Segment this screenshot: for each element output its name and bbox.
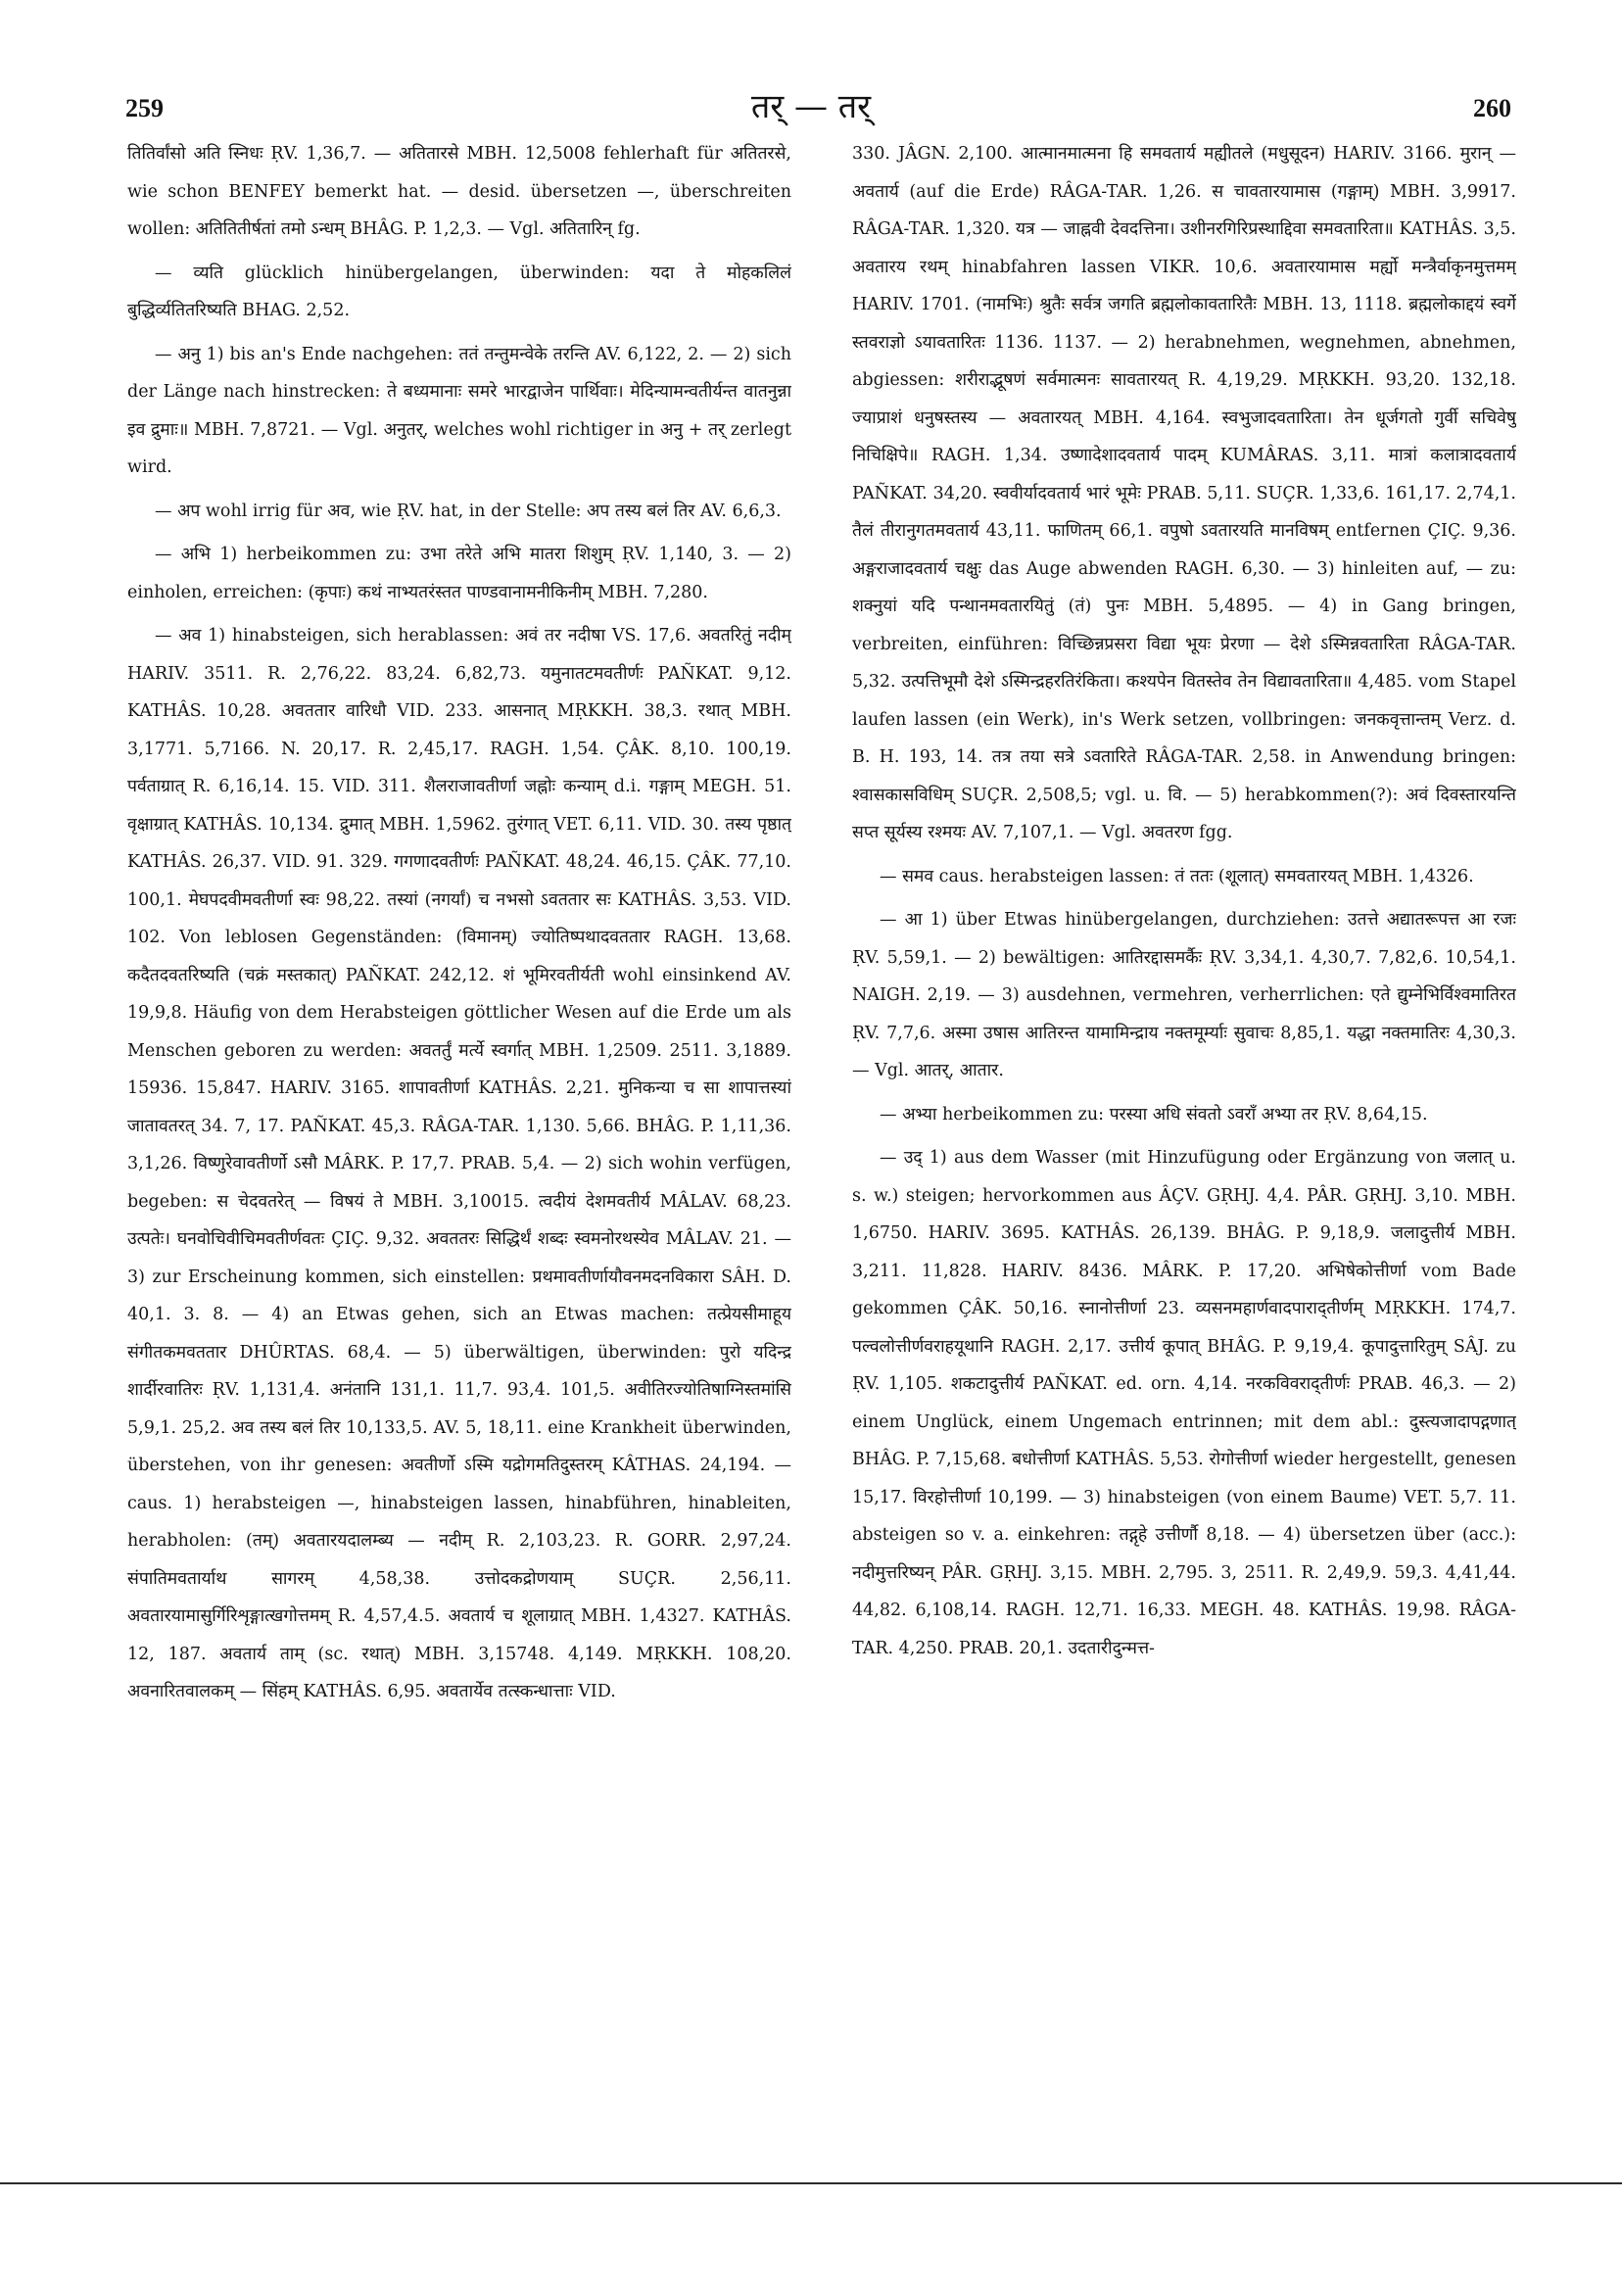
left-paragraph: तितिर्वांसो अति स्निधः ṚV. 1,36,7. — अतितारसे MBH. 12,5008 fehlerhaft für अतितरसे, wie schon BENFEY bemerkt hat. — desid. übersetzen —, überschreiten wollen: अतितितीर्षतां तमो ऽन्धम् BHÂG. P. 1,2,3. — Vgl. अतितारिन् fg. (127, 144, 791, 239)
left-paragraph: — व्यति glücklich hinübergelangen, überwinden: यदा ते मोहकलिलं बुद्धिर्व्यतितरिष्यति BHAG. 2,52. (127, 263, 791, 320)
left-paragraph: — अनु 1) bis an's Ende nachgehen: ततं तन्तुमन्वेके तरन्ति AV. 6,122, 2. — 2) sich der Länge nach hinstrecken: ते बध्यमानाः समरे भारद्वाजेन पार्थिवाः। मेदिन्यामन्वतीर्यन्त वातनुन्ना इव द्रुमाः॥ MBH. 7,8721. — Vgl. अनुतर्, welches wohl richtiger in अनु + तर् zerlegt wird. (127, 344, 791, 477)
page-number-left: 259 (125, 94, 164, 122)
left-paragraph: — अभि 1) herbeikommen zu: उभा तरेते अभि मातरा शिशुम् ṚV. 1,140, 3. — 2) einholen, erreichen: (कृपाः) कथं नाभ्यतरंस्तत पाण्डवानामनीकिनीम् MBH. 7,280. (127, 545, 791, 602)
right-paragraph: — अभ्या herbeikommen zu: परस्या अधि संवतो ऽवराँ अभ्या तर ṚV. 8,64,15. (880, 1104, 1428, 1124)
left-paragraph: — अव 1) hinabsteigen, sich herablassen: अवं तर नदीषा VS. 17,6. अवतरितुं नदीम् HARIV. 3511. R. 2,76,22. 83,24. 6,82,73. यमुनातटमवतीर्णः PAÑKAT. 9,12. KATHÂS. 10,28. अवततार वारिधौ VID. 233. आसनात् MṚKKH. 38,3. रथात् MBH. 3,1771. 5,7166. N. 20,17. R. 2,45,17. RAGH. 1,54. ÇÂK. 8,10. 100,19. पर्वताग्रात् R. 6,16,14. 15. VID. 311. शैलराजावतीर्णा जह्नोः कन्याम् d.i. गङ्गाम् MEGH. 51. वृक्षाग्रात् KATHÂS. 10,134. द्रुमात् MBH. 1,5962. तुरंगात् VET. 6,11. VID. 30. तस्य पृष्ठात् KATHÂS. 26,37. VID. 91. 329. गगणादवतीर्णः PAÑKAT. 48,24. 46,15. ÇÂK. 77,10. 100,1. मेघपदवीमवतीर्णा स्वः 98,22. तस्यां (नगर्यां) च नभसो ऽवततार सः KATHÂS. 3,53. VID. 102. Von leblosen Gegenständen: (विमानम्) ज्योतिष्पथादवततार RAGH. 13,68. कदैतदवतरिष्यति (चक्रं मस्तकात्) PAÑKAT. 242,12. शं भूमिरवतीर्यती wohl einsinkend AV. 19,9,8. Häufig von dem Herabsteigen göttlicher Wesen auf die Erde um als Menschen geboren zu werden: अवतर्तुं मर्त्ये स्वर्गात् MBH. 1,2509. 2511. 3,1889. 15936. 15,847. HARIV. 3165. शापावतीर्णा KATHÂS. 2,21. मुनिकन्या च सा शापात्तस्यां जातावतरत् 34. 7, 17. PAÑKAT. 45,3. RÂGA-TAR. 1,130. 5,66. BHÂG. P. 1,11,36. 3,1,26. विष्णुरेवावतीर्णो ऽसौ MÂRK. P. 17,7. PRAB. 5,4. — 2) sich wohin verfügen, begeben: स चेदवतरेत् — विषयं ते MBH. 3,10015. त्वदीयं देशमवतीर्य MÂLAV. 68,23. उत्पतेः। घनवोचिवीचिमवतीर्णवतः ÇIÇ. 9,32. अवततरः सिद्धिर्थं शब्दः स्वमनोरथस्येव MÂLAV. 21. — 3) zur Erscheinung kommen, sich einstellen: प्रथमावतीर्णायौवनमदनविकारा SÂH. D. 40,1. 3. 8. — 4) an Etwas gehen, sich an Etwas machen: तत्प्रेयसीमाहूय संगीतकमवततार DHÛRTAS. 68,4. — 5) überwältigen, überwinden: पुरो यदिन्द्र शार्दीरवातिरः ṚV. 1,131,4. अनंतानि 131,1. 11,7. 93,4. 101,5. अवीतिरज्योतिषाग्निस्तमांसि 5,9,1. 25,2. अव तस्य बलं तिर 10,133,5. AV. 5, 18,11. eine Krankheit überwinden, überstehen, von ihr genesen: अवतीर्णो ऽस्मि यद्रोगमतिदुस्तरम् KÂTHAS. 24,194. — caus. 1) herabsteigen —, hinabsteigen lassen, hinabführen, hinableiten, herabholen: (तम्) अवतारयदालम्ब्य — नदीम् R. 2,103,23. R. GORR. 2,97,24. संपातिमवतार्याथ सागरम् 4,58,38. उत्तोदकद्रोणयाम् SUÇR. 2,56,11. अवतारयामासुर्गिरिशृङ्गात्खगोत्तमम् R. 4,57,4.5. अवतार्य च शूलाग्रात् MBH. 1,4327. KATHÂS. 12, 187. अवतार्य ताम् (sc. रथात्) MBH. 3,15748. 4,149. MṚKKH. 108,20. अवनारितवालकम् — सिंहम् KATHÂS. 6,95. अवतार्येव तत्स्कन्धात्ताः VID. (127, 626, 791, 1701)
running-head: तर् — तर् (750, 87, 872, 126)
right-paragraph: — उद् 1) aus dem Wasser (mit Hinzufügung oder Ergänzung von जलात् u. s. w.) steigen; hervorkommen aus ÂÇV. GṚHJ. 4,4. PÂR. GṚHJ. 3,10. MBH. 1,6750. HARIV. 3695. KATHÂS. 26,139. BHÂG. P. 9,18,9. जलादुत्तीर्य MBH. 3,211. 11,828. HARIV. 8436. MÂRK. P. 17,20. अभिषेकोत्तीर्णा vom Bade gekommen ÇÂK. 50,16. स्नानोत्तीर्णा 23. व्यसनमहार्णवादपाराद्तीर्णम् MṚKKH. 174,7. पल्वलोत्तीर्णवराहयूथानि RAGH. 2,17. उत्तीर्य कूपात् BHÂG. P. 9,19,4. कूपादुत्तारितुम् SÂJ. zu ṚV. 1,105. शकटादुत्तीर्य PAÑKAT. ed. orn. 4,14. नरकविवराद्तीर्णः PRAB. 46,3. — 2) einem Unglück, einem Ungemach entrinnen; mit dem abl.: दुस्त्यजादापद्गणात् BHÂG. P. 7,15,68. बधोत्तीर्णा KATHÂS. 5,53. रोगोत्तीर्णा wieder hergestellt, genesen 15,17. विरहोत्तीर्णा 10,199. — 3) hinabsteigen (von einem Baume) VET. 5,7. 11. absteigen so v. a. einkehren: तद्गृहे उत्तीर्णौ 8,18. — 4) übersetzen über (acc.): नदीमुत्तरिष्यन् PÂR. GṚHJ. 3,15. MBH. 2,795. 3, 2511. R. 2,49,9. 59,3. 4,41,44. 44,82. 6,108,14. RAGH. 12,71. 16,33. MEGH. 48. KATHÂS. 19,98. RÂGA-TAR. 4,250. PRAB. 20,1. उदतारीदुन्मत्त- (852, 1148, 1516, 1658)
page-header (0, 0, 1622, 137)
right-paragraph: — समव caus. herabsteigen lassen: तं ततः (शूलात्) समवतारयत् MBH. 1,4326. (880, 866, 1474, 886)
footer-rule (0, 2182, 1622, 2184)
left-column (127, 135, 791, 2099)
right-paragraph: 330. JÂGN. 2,100. आत्मानमात्मना हि समवतार्य मह्यीतले (मधुसूदन) HARIV. 3166. मुरान् — अवतार्य (auf die Erde) RÂGA-TAR. 1,26. स चावतारयामास (गङ्गाम्) MBH. 3,9917. RÂGA-TAR. 1,320. यत्र — जाह्नवी देवदत्तिना। उशीनरगिरिप्रस्थाद्दिवा समवतारिता॥ KATHÂS. 3,5. अवतारय रथम् hinabfahren lassen VIKR. 10,6. अवतारयामास मर्ह्यो मन्त्रैर्वाकृनमुत्तमम् HARIV. 1701. (नामभिः) श्रुतैः सर्वत्र जगति ब्रह्मलोकावतारितैः MBH. 13, 1118. ब्रह्मलोकाद्दयं स्वर्गे स्तवराज्ञो ऽयावतारितः 1136. 1137. — 2) herabnehmen, wegnehmen, abnehmen, abgiessen: शरीराद्भूषणं सर्वमात्मनः सावतारयत् R. 4,19,29. MṚKKH. 93,20. 132,18. ज्याप्राशं धनुषस्तस्य — अवतारयत् MBH. 4,164. स्वभुजादवतारिता। तेन धूर्जगतो गुर्वी सचिवेषु निचिक्षिपे॥ RAGH. 1,34. उष्णादेशादवतार्य पादम् KUMÂRAS. 3,11. मात्रां कलात्रादवतार्य PAÑKAT. 34,20. स्ववीर्यादवतार्य भारं भूमेः PRAB. 5,11. SUÇR. 1,33,6. 161,17. 2,74,1. तैलं तीरानुगतमवतार्य 43,11. फाणितम् 66,1. वपुषो ऽवतारयति मानविषम् entfernen ÇIÇ. 9,36. अङ्गराजादवतार्य चक्षुः das Auge abwenden RAGH. 6,30. — 3) hinleiten auf, — zu: शक्नुयां यदि पन्थानमवतारयितुं (तं) पुनः MBH. 5,4895. — 4) in Gang bringen, verbreiten, einführen: विच्छिन्नप्रसरा विद्या भूयः प्रेरणा — देशे ऽस्मिन्नवतारिता RÂGA-TAR. 5,32. उत्पत्तिभूमौ देशे ऽस्मिन्द्रहरतिरंकिता। कश्यपेन वितस्तेव तेन विद्यावतारिता॥ 4,485. vom Stapel laufen lassen (ein Werk), in's Werk setzen, vollbringen: जनकवृत्तान्तम् Verz. d. B. H. 193, 14. तत्र तया सत्रे ऽवतारिते RÂGA-TAR. 2,58. in Anwendung bringen: श्वासकासविधिम् SUÇR. 2,508,5; vgl. u. वि. — 5) herabkommen(?): अवं दिवस्तारयन्ति सप्त सूर्यस्य रश्मयः AV. 7,107,1. — Vgl. अवतरण fgg. (852, 144, 1516, 842)
page-number-right: 260 (1473, 94, 1511, 122)
left-paragraph: — अप wohl irrig für अव, wie ṚV. hat, in der Stelle: अप तस्य बलं तिर AV. 6,6,3. (155, 501, 782, 521)
right-column (852, 135, 1516, 2099)
right-paragraph: — आ 1) über Etwas hinübergelangen, durchziehen: उतत्ते अद्यातरूपत्त आ रजः ṚV. 5,59,1. — 2) bewältigen: आतिरद्दासमर्कैः ṚV. 3,34,1. 4,30,7. 7,82,6. 10,54,1. NAIGH. 2,19. — 3) ausdehnen, vermehren, verherrlichen: एते द्युम्नेभिर्विश्वमातिरत ṚV. 7,7,6. अस्मा उषास आतिरन्त यामामिन्द्राय नक्तमूर्म्याः सुवाचः 8,85,1. यद्धा नक्तमातिरः 4,30,3. — Vgl. आतर्, आतार. (852, 910, 1516, 1080)
